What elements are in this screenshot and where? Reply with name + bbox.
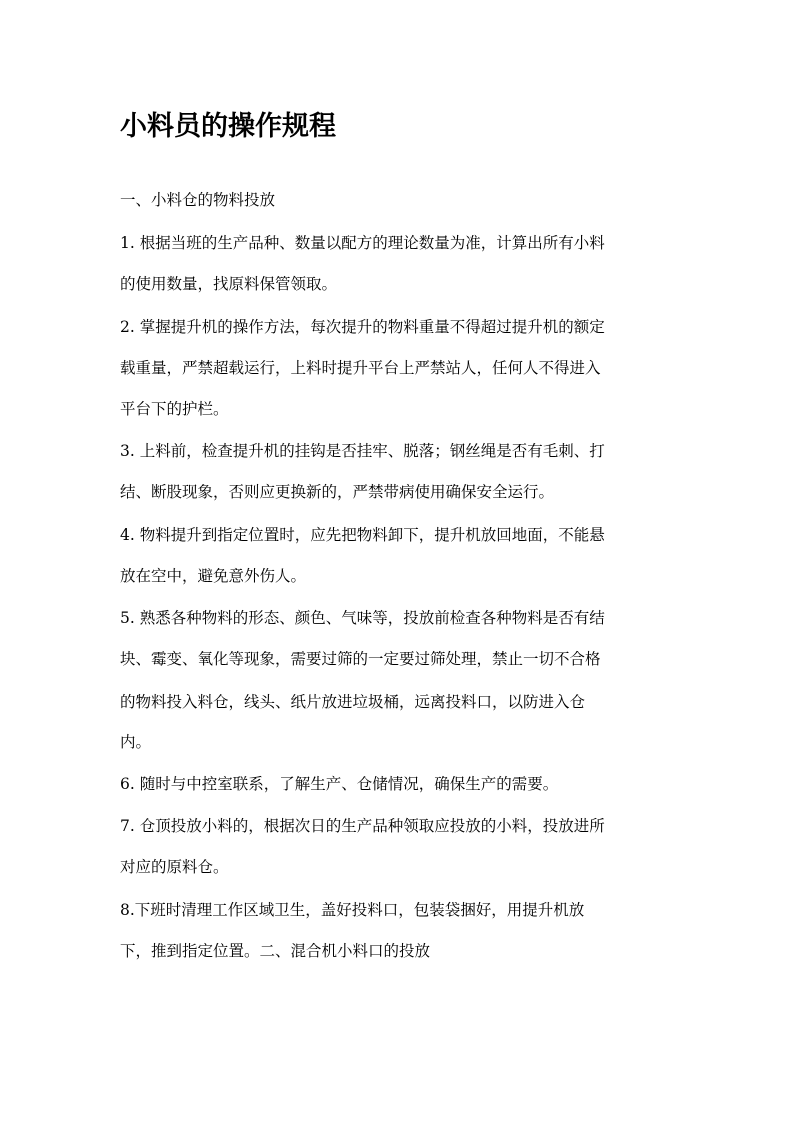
body-line: 结、断股现象，否则应更换新的，严禁带病使用确保安全运行。	[120, 483, 555, 501]
section-heading: 一、小料仓的物料投放	[120, 191, 276, 209]
body-line: 的物料投入料仓，线头、纸片放进垃圾桶，远离投料口，以防进入仓	[120, 693, 586, 711]
body-line: 载重量，严禁超载运行，上料时提升平台上严禁站人，任何人不得进入	[120, 359, 601, 377]
body-line: 块、霉变、氧化等现象，需要过筛的一定要过筛处理，禁止一切不合格	[120, 650, 601, 668]
body-line: 8.下班时清理工作区域卫生，盖好投料口，包装袋捆好，用提升机放	[120, 901, 585, 919]
body-line: 3. 上料前，检查提升机的挂钩是否挂牢、脱落；钢丝绳是否有毛刺、打	[120, 442, 605, 460]
body-line: 5. 熟悉各种物料的形态、颜色、气味等，投放前检查各种物料是否有结	[120, 609, 605, 627]
body-line: 对应的原料仓。	[120, 858, 229, 876]
body-line: 放在空中，避免意外伤人。	[120, 567, 307, 585]
body-line: 平台下的护栏。	[120, 400, 229, 418]
body-line: 4. 物料提升到指定位置时，应先把物料卸下，提升机放回地面，不能悬	[120, 526, 605, 544]
body-line: 1. 根据当班的生产品种、数量以配方的理论数量为准，计算出所有小料	[120, 234, 605, 252]
document-title: 小料员的操作规程	[120, 111, 336, 142]
body-line: 下，推到指定位置。二、混合机小料口的投放	[120, 942, 431, 960]
body-line: 7. 仓顶投放小料的，根据次日的生产品种领取应投放的小料，投放进所	[120, 817, 605, 835]
body-line: 内。	[120, 733, 152, 751]
body-line: 6. 随时与中控室联系，了解生产、仓储情况，确保生产的需要。	[120, 775, 559, 793]
body-line: 的使用数量，找原料保管领取。	[120, 275, 338, 293]
body-line: 2. 掌握提升机的操作方法，每次提升的物料重量不得超过提升机的额定	[120, 318, 605, 336]
